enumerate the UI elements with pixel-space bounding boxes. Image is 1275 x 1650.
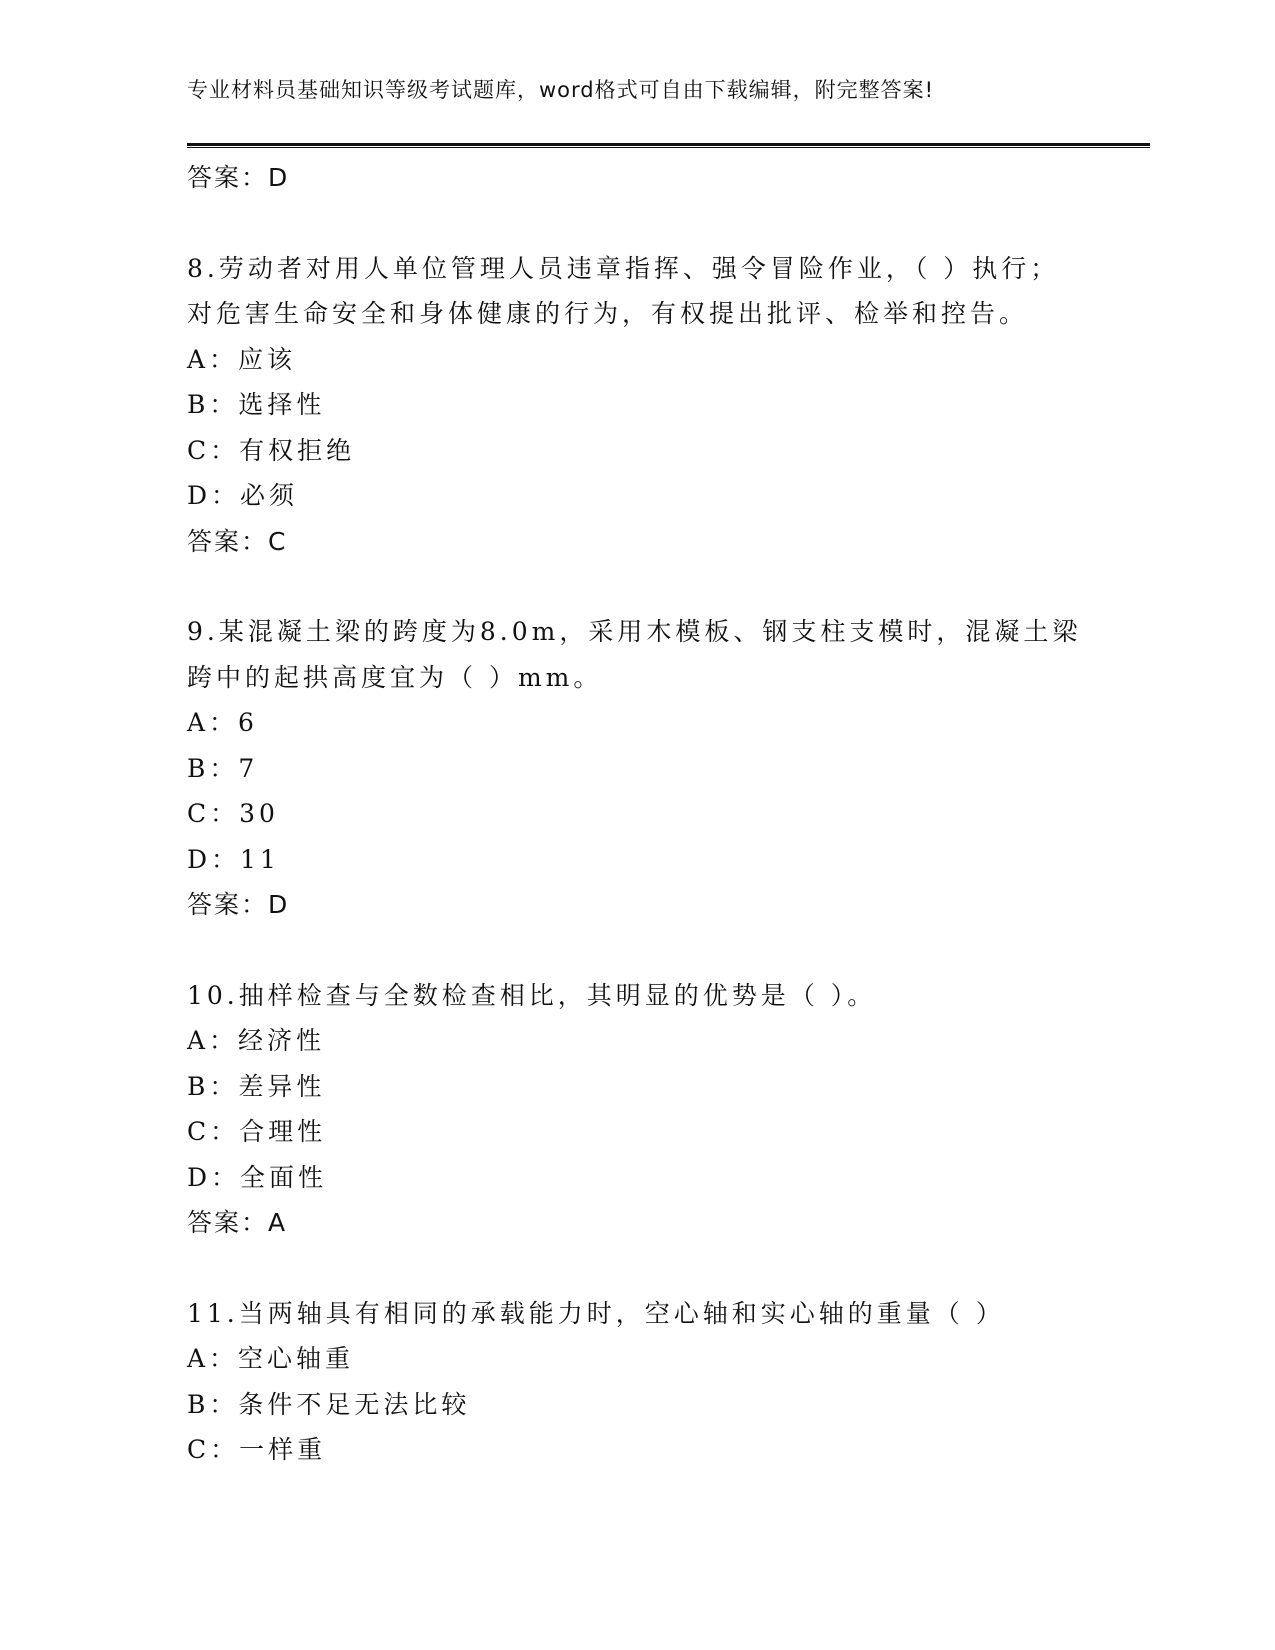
answer-line: 答案：D bbox=[187, 890, 290, 919]
question-10 bbox=[187, 973, 1127, 1246]
answer-line: 答案：D bbox=[187, 163, 290, 192]
answer-line: 答案：C bbox=[187, 526, 288, 556]
option-b: B：7 bbox=[187, 753, 259, 783]
option-a: A：空心轴重 bbox=[187, 1344, 355, 1373]
question-text: 10.抽样检查与全数检查相比，其明显的优势是（ ）。 bbox=[187, 980, 877, 1010]
option-b: B：差异性 bbox=[187, 1071, 326, 1101]
question-8 bbox=[187, 246, 1127, 565]
question-text: 11.当两轴具有相同的承载能力时，空心轴和实心轴的重量（ ） bbox=[187, 1298, 1005, 1328]
option-b: B：条件不足无法比较 bbox=[187, 1389, 471, 1419]
option-c: C：30 bbox=[187, 799, 279, 828]
option-d: D：11 bbox=[187, 844, 280, 874]
document-body bbox=[187, 155, 1127, 1473]
question-text: 9.某混凝土梁的跨度为8.0m，采用木模板、钢支柱支模时，混凝土梁 bbox=[187, 617, 1082, 646]
option-a: A：6 bbox=[187, 708, 258, 737]
option-c: C：有权拒绝 bbox=[187, 435, 356, 465]
question-11 bbox=[187, 1291, 1127, 1473]
option-a: A：经济性 bbox=[187, 1026, 326, 1055]
option-d: D：全面性 bbox=[187, 1162, 328, 1192]
option-c: C：一样重 bbox=[187, 1435, 327, 1464]
question-9 bbox=[187, 609, 1127, 928]
option-a: A：应该 bbox=[187, 344, 297, 374]
option-c: C：合理性 bbox=[187, 1117, 327, 1146]
question-text: 8.劳动者对用人单位管理人员违章指挥、强令冒险作业，（ ）执行； bbox=[187, 253, 1060, 283]
header-divider bbox=[187, 143, 1150, 148]
option-d: D：必须 bbox=[187, 481, 299, 510]
option-b: B：选择性 bbox=[187, 390, 326, 419]
answer-line: 答案：A bbox=[187, 1208, 288, 1237]
page-header: 专业材料员基础知识等级考试题库，word格式可自由下载编辑，附完整答案! bbox=[187, 78, 935, 102]
question-text: 对危害生命安全和身体健康的行为，有权提出批评、检举和控告。 bbox=[187, 299, 1029, 328]
question-text: 跨中的起拱高度宜为（ ）mm。 bbox=[187, 662, 603, 692]
